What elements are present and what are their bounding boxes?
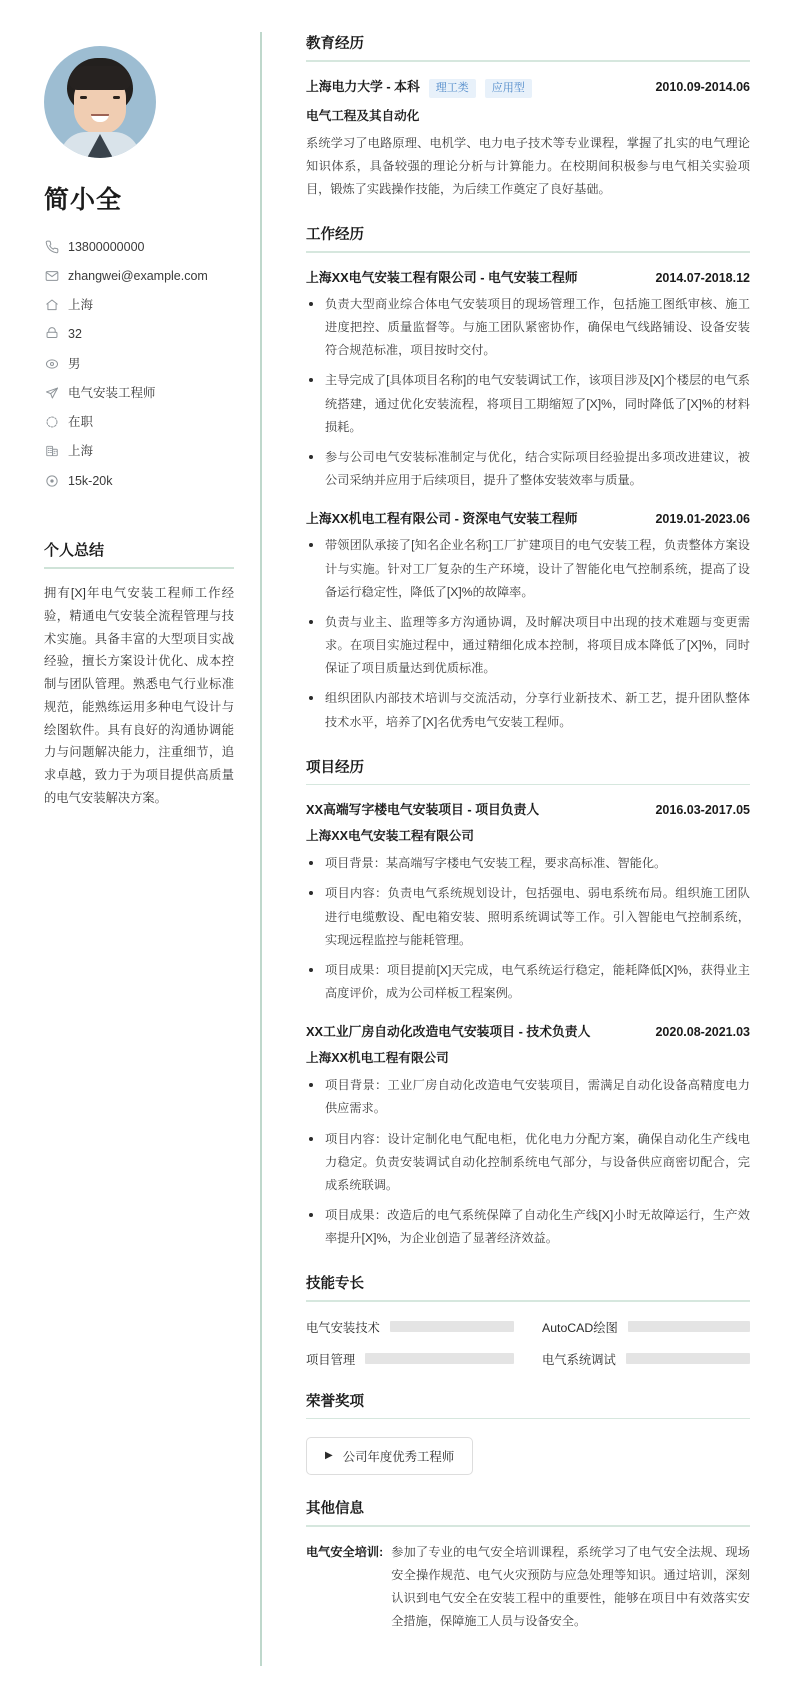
info-value-status: 在职 [68,415,94,429]
personal-summary-section [44,539,234,809]
info-item-gender [44,349,234,378]
work-bullet-list [306,534,750,733]
info-item-hometown [44,291,234,320]
skill-name: AutoCAD绘图 [542,1320,618,1335]
status-icon [44,415,59,430]
age-icon [44,327,59,342]
work-entry-head-left [306,508,578,527]
work-date: 2014.07-2018.12 [655,270,750,285]
work-rule [306,251,750,253]
main-column [262,18,794,1696]
info-value-salary: 15k-20k [68,473,113,488]
info-value-age: 32 [68,327,82,342]
work-title: 工作经历 [306,227,364,244]
project-bullet: 项目内容：设计定制化电气配电柜，优化电力分配方案，确保自动化生产线电力稳定。负责安装调试自动化控制系统电气部分，与设备供应商密切配合，完成系统联调。 [306,1128,750,1198]
personal-summary-text: 拥有[X]年电气安装工程师工作经验，精通电气安装全流程管理与技术实施。具备丰富的大型项目实战经验，擅长方案设计优化、成本控制与团队管理。熟悉电气行业标准规范，能熟练运用多种电气设计与绘图软件。具有良好的沟通协调能力与问题解决能力，注重细节，追求卓越，致力于为项目提供高质量的电气安装解决方案。 [44,586,234,805]
projects-title: 项目经历 [306,759,364,776]
work-entry [306,508,750,733]
avatar-eye-right [113,96,120,99]
skill-name: 电气系统调试 [542,1352,616,1367]
info-value-phone: 13800000000 [68,239,145,254]
info-item-age [44,320,234,349]
skills-section [306,1272,750,1368]
project-bullet: 项目背景：某高端写字楼电气安装工程，要求高标准、智能化。 [306,852,750,875]
work-bullet: 主导完成了[具体项目名称]的电气安装调试工作，该项目涉及[X]个楼层的电气系统搭建，通过优化安装流程，将项目工期缩短了[X]%，同时降低了[X]%的材料损耗。 [306,369,750,439]
project-entry-head [306,1021,750,1040]
award-label: 公司年度优秀工程师 [342,1450,455,1465]
avatar-fringe [69,66,131,90]
project-bullet: 项目成果：项目提前[X]天完成，电气系统运行稳定，能耗降低[X]%，获得业主高度评价，成为公司样板工程案例。 [306,959,750,1005]
projects-section [306,756,750,1251]
skill-item [306,1350,514,1368]
work-entry-head [306,508,750,527]
project-bullet-list [306,852,750,1005]
awards-row [306,1433,750,1475]
sidebar [0,18,262,1696]
project-bullet: 项目成果：改造后的电气系统保障了自动化生产线[X]小时无故障运行，生产效率提升[X]%，为企业创造了显著经济效益。 [306,1204,750,1250]
education-description: 系统学习了电路原理、电机学、电力电子技术等专业课程，掌握了扎实的电气理论知识体系，具备较强的理论分析与计算能力。在校期间积极参与电气相关实验项目，锻炼了实践操作技能，为后续工作奠定了良好基础。 [306,135,750,197]
work-bullet: 负责大型商业综合体电气安装项目的现场管理工作，包括施工图纸审核、施工进度把控、质量监督等。与施工团队紧密协作，确保电气线路铺设、设备安装符合规范标准，项目按时交付。 [306,293,750,363]
education-entry-head-left [306,76,532,98]
project-bullet: 项目内容：负责电气系统规划设计，包括强电、弱电系统布局。组织施工团队进行电缆敷设、配电箱安装、照明系统调试等工作。引入智能电气控制系统，实现远程监控与能耗管理。 [306,882,750,952]
project-entry [306,799,750,1005]
info-value-city: 上海 [68,444,94,459]
job-title-icon [44,385,59,400]
avatar-eye-left [80,96,87,99]
play-arrow-icon: ▶ [325,1450,333,1462]
other-info-value: 参加了专业的电气安全培训课程，系统学习了电气安全法规、现场安全操作规范、电气火灾预防与应急处理等知识。通过培训，深刻认识到电气安全在安装工程中的重要性，能够在项目中有效落实安全措施，保障施工人员与设备安全。 [391,1544,750,1629]
skills-grid [306,1316,750,1368]
work-section [306,223,750,733]
work-bullet: 带领团队承接了[知名企业名称]工厂扩建项目的电气安装工程，负责整体方案设计与实施。针对工厂复杂的生产环境，设计了智能化电气控制系统，提高了设备运行稳定性，降低了[X]%的故障率。 [306,534,750,604]
skills-title: 技能专长 [306,1276,364,1293]
avatar [44,46,156,158]
project-bullet-list [306,1074,750,1250]
skill-name: 项目管理 [306,1352,356,1367]
project-entry-head-left [306,1021,590,1040]
info-item-salary [44,466,234,495]
info-value-job-title: 电气安装工程师 [68,385,156,400]
education-major: 电气工程及其自动化 [306,108,420,123]
info-item-city [44,437,234,466]
project-bullet: 项目背景：工业厂房自动化改造电气安装项目，需满足自动化设备高精度电力供应需求。 [306,1074,750,1120]
work-date: 2019.01-2023.06 [655,512,750,527]
project-name-role: XX高端写字楼电气安装项目 - 项目负责人 [306,802,540,818]
project-date: 2016.03-2017.05 [655,803,750,818]
avatar-wrap [44,46,234,158]
email-icon [44,268,59,283]
other-info-section [306,1497,750,1633]
project-company: 上海XX电气安装工程有限公司 [306,829,474,844]
project-entry-head [306,799,750,818]
info-value-gender: 男 [68,356,81,371]
info-item-email [44,261,234,290]
skill-name: 电气安装技术 [306,1320,380,1335]
work-entry [306,267,750,492]
education-entry [306,76,750,202]
skill-bar-track [628,1321,750,1332]
info-value-hometown: 上海 [68,298,94,312]
awards-rule [306,1418,750,1420]
work-bullet: 组织团队内部技术培训与交流活动，分享行业新技术、新工艺，提升团队整体技术水平，培养了[X]名优秀电气安装工程师。 [306,687,750,733]
info-value-email: zhangwei@example.com [68,268,208,283]
home-icon [44,298,59,313]
work-bullet-list [306,293,750,492]
work-bullet: 参与公司电气安装标准制定与优化，结合实际项目经验提出多项改进建议，被公司采纳并应用于后续项目，提升了整体安装效率与质量。 [306,446,750,492]
other-info-rule [306,1525,750,1527]
education-title: 教育经历 [306,36,364,52]
education-entry-head [306,76,750,98]
work-entry-head-left [306,267,578,286]
awards-title: 荣誉奖项 [306,1393,364,1410]
education-tag-type: 应用型 [485,79,532,98]
personal-summary-rule [44,567,234,569]
awards-section [306,1390,750,1476]
skill-bar-track [626,1353,750,1364]
other-info-row [306,1541,750,1634]
person-name: 简小全 [44,186,123,214]
education-school: 上海电力大学 - 本科 [306,78,420,94]
info-item-status [44,408,234,437]
info-item-job-title [44,378,234,407]
education-date: 2010.09-2014.06 [655,79,750,94]
skill-item [542,1350,750,1368]
other-info-label: 电气安全培训: [306,1544,384,1559]
info-item-phone [44,232,234,261]
education-section [306,32,750,201]
contact-info-list [44,232,234,495]
gender-icon [44,356,59,371]
work-bullet: 负责与业主、监理等多方沟通协调，及时解决项目中出现的技术难题与变更需求。在项目实施过程中，通过精细化成本控制，将项目成本降低了[X]%，同时保证了项目质量达到优质标准。 [306,611,750,681]
skill-item [306,1318,514,1336]
other-info-title: 其他信息 [306,1501,364,1518]
personal-summary-title: 个人总结 [44,542,105,560]
award-chip[interactable] [306,1437,473,1475]
education-tag-category: 理工类 [429,79,476,98]
skill-bar-track [365,1353,514,1364]
skill-item [542,1318,750,1336]
projects-rule [306,784,750,786]
work-company-role: 上海XX电气安装工程有限公司 - 电气安装工程师 [306,269,578,285]
work-entry-head [306,267,750,286]
city-icon [44,444,59,459]
project-name-role: XX工业厂房自动化改造电气安装项目 - 技术负责人 [306,1024,591,1040]
project-entry-head-left [306,799,539,818]
phone-icon [44,239,59,254]
work-company-role: 上海XX机电工程有限公司 - 资深电气安装工程师 [306,511,578,527]
project-entry [306,1021,750,1250]
project-date: 2020.08-2021.03 [655,1025,750,1040]
skill-bar-track [390,1321,514,1332]
education-rule [306,60,750,62]
salary-icon [44,473,59,488]
skills-rule [306,1300,750,1302]
project-company: 上海XX机电工程有限公司 [306,1051,449,1066]
